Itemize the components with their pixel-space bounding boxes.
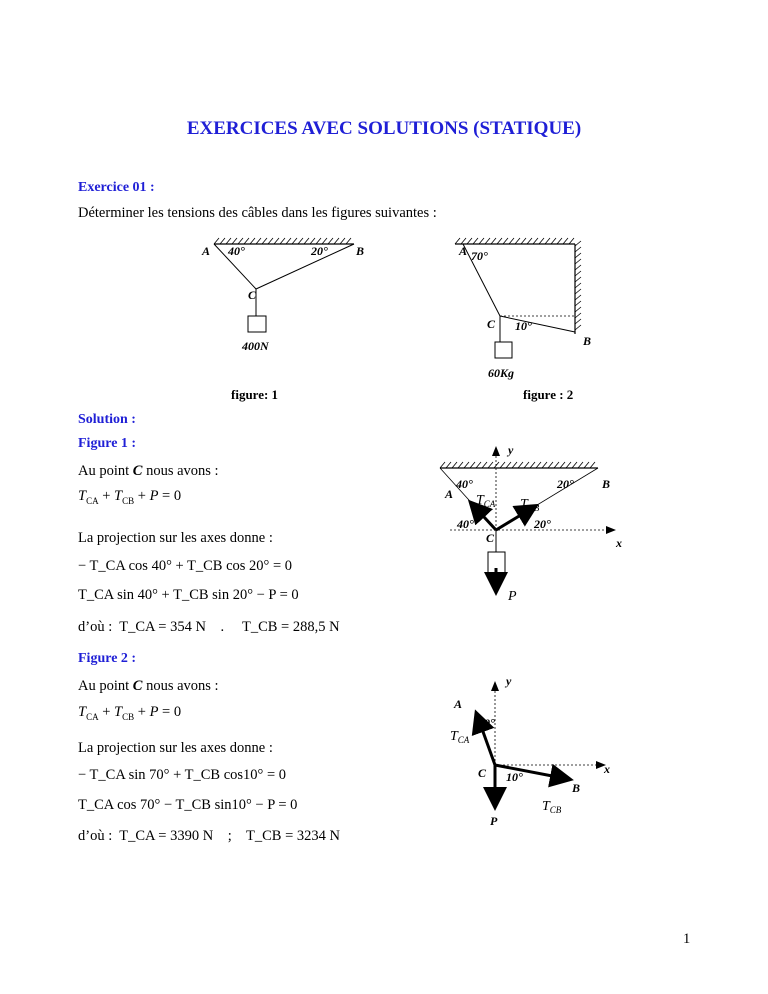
label-b: B xyxy=(583,334,592,348)
solution-figure-1-intro: Au point C nous avons : xyxy=(78,463,219,479)
label-angle-70: 70° xyxy=(478,716,495,730)
ceiling-hatch xyxy=(440,462,598,468)
label-angle-70: 70° xyxy=(471,249,488,263)
solution-figure-2-heading: Figure 2 : xyxy=(78,651,137,666)
x-axis-arrow xyxy=(606,526,616,534)
label-tcb: $T_{CB}$ xyxy=(542,799,562,815)
figure-1-diagram xyxy=(190,232,380,382)
label-p: P xyxy=(490,814,498,828)
label-p: P xyxy=(508,589,517,604)
solution-heading: Solution : xyxy=(78,412,136,427)
label-load: 60Kg xyxy=(488,366,515,380)
solution-figure-2-result: d’où : T_CA = 3390 N ; T_CB = 3234 N xyxy=(78,828,340,844)
label-tca: $T_{CA}$ xyxy=(450,729,470,745)
label-a: A xyxy=(202,244,211,258)
exercise-heading: Exercice 01 : xyxy=(78,180,155,195)
solution-figure-2-vector-equation: $T_{CA} + T_{CB} + P = 0$ xyxy=(78,704,182,722)
label-load: 400N xyxy=(242,339,269,353)
cable-cb xyxy=(500,316,575,332)
label-c: C xyxy=(487,317,496,331)
label-angle-40-top: 40° xyxy=(456,477,473,491)
label-a: A xyxy=(459,244,468,258)
label-b: B xyxy=(356,244,365,258)
label-angle-10: 10° xyxy=(515,319,532,333)
label-angle-40: 40° xyxy=(228,244,245,258)
label-a: A xyxy=(445,487,454,501)
weight-box xyxy=(495,342,512,358)
label-c: C xyxy=(486,531,495,545)
y-axis-arrow xyxy=(492,446,500,456)
exercise-statement: Déterminer les tensions des câbles dans les figures suivantes : xyxy=(78,205,437,221)
solution-figure-1-vector-equation: $T_{CA} + T_{CB} + P = 0$ xyxy=(78,488,182,506)
solution-figure-1-eq2: T_CA sin 40° + T_CB sin 20° − P = 0 xyxy=(78,587,299,603)
page-number: 1 xyxy=(683,931,691,947)
solution-figure-2-projection: La projection sur les axes donne : xyxy=(78,740,273,756)
cable-cb xyxy=(256,244,354,289)
label-a: A xyxy=(454,697,463,711)
solution-figure-1-heading: Figure 1 : xyxy=(78,436,137,451)
solution-figure-1-result: d’où : T_CA = 354 N . T_CB = 288,5 N xyxy=(78,619,340,635)
label-c: C xyxy=(248,288,257,302)
figure-2-caption: figure : 2 xyxy=(523,387,574,402)
solution-figure-1-eq1: − T_CA cos 40° + T_CB cos 20° = 0 xyxy=(78,558,293,574)
solution-figure-1-projection: La projection sur les axes donne : xyxy=(78,530,273,546)
solution-figure-2-eq1: − T_CA sin 70° + T_CB cos10° = 0 xyxy=(78,767,287,783)
label-b: B xyxy=(602,477,611,491)
label-tcb: $T_{CB}$ xyxy=(520,497,540,513)
label-tca: $T_{CA}$ xyxy=(476,493,496,509)
label-angle-20: 20° xyxy=(311,244,328,258)
figure-1-caption: figure: 1 xyxy=(231,387,279,402)
label-b: B xyxy=(572,781,581,795)
label-x: x xyxy=(616,536,622,550)
solution-figure-2-intro: Au point C nous avons : xyxy=(78,678,219,694)
label-y: y xyxy=(506,675,512,688)
solution-figure-2-diagram xyxy=(440,675,630,835)
label-angle-20-bottom: 20° xyxy=(534,517,551,531)
label-angle-20-top: 20° xyxy=(557,477,574,491)
label-angle-40-bottom: 40° xyxy=(457,517,474,531)
label-angle-10: 10° xyxy=(506,770,523,784)
label-x: x xyxy=(604,762,610,776)
label-y: y xyxy=(508,443,514,457)
y-axis-arrow xyxy=(491,681,499,691)
page-title: EXERCICES AVEC SOLUTIONS (STATIQUE) xyxy=(186,118,582,139)
solution-figure-1-diagram xyxy=(430,440,630,610)
solution-figure-2-eq2: T_CA cos 70° − T_CB sin10° − P = 0 xyxy=(78,797,298,813)
weight-box xyxy=(248,316,266,332)
label-c: C xyxy=(478,766,487,780)
figure-2-diagram xyxy=(445,232,595,382)
